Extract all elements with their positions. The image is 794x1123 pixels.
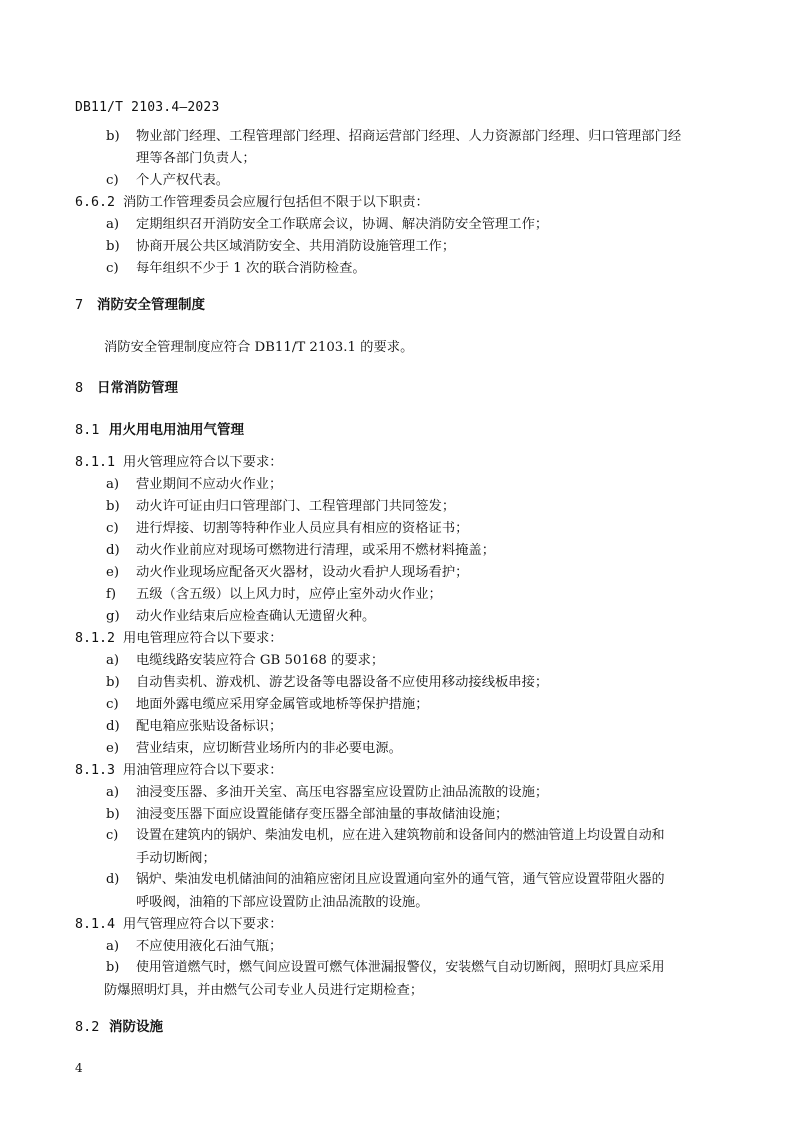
list-item: b) 油浸变压器下面应设置能储存变压器全部油量的事故储油设施；: [106, 807, 509, 822]
document-id: DB11/T 2103.4—2023: [75, 100, 220, 115]
list-item: c) 进行焊接、切割等特种作业人员应具有相应的资格证书；: [106, 521, 469, 536]
clause-8-1-3: 8.1.3 用油管理应符合以下要求：: [75, 763, 283, 778]
clause-8-1-4: 8.1.4 用气管理应符合以下要求：: [75, 917, 283, 932]
page-number: 4: [75, 1061, 83, 1075]
list-item: c) 地面外露电缆应采用穿金属管或地桥等保护措施；: [106, 697, 429, 712]
list-item: b) 协商开展公共区域消防安全、共用消防设施管理工作；: [106, 239, 456, 254]
list-item: a) 定期组织召开消防安全工作联席会议，协调、解决消防安全管理工作；: [106, 217, 549, 232]
section-7-heading: 7 消防安全管理制度: [75, 297, 205, 313]
list-item: c) 设置在建筑内的锅炉、柴油发电机，应在进入建筑物前和设备间内的燃油管道上均设置自动和: [106, 828, 665, 843]
list-item: a) 电缆线路安装应符合 GB 50168 的要求；: [106, 653, 385, 668]
list-item: b) 自动售卖机、游戏机、游艺设备等电器设备不应使用移动接线板串接；: [106, 675, 549, 690]
list-item: g) 动火作业结束后应检查确认无遗留火种。: [106, 609, 376, 624]
list-item: c) 个人产权代表。: [106, 173, 230, 188]
section-8-2-heading: 8.2 消防设施: [75, 1019, 163, 1035]
list-item: e) 动火作业现场应配备灭火器材，设动火看护人现场看护；: [106, 565, 469, 580]
list-item: e) 营业结束，应切断营业场所内的非必要电源。: [106, 741, 402, 756]
section-8-1-heading: 8.1 用火用电用油用气管理: [75, 422, 244, 438]
clause-8-1-1: 8.1.1 用火管理应符合以下要求：: [75, 455, 283, 470]
list-item: f) 五级（含五级）以上风力时，应停止室外动火作业；: [106, 587, 442, 602]
list-item: d) 锅炉、柴油发电机储油间的油箱应密闭且应设置通向室外的通气管，通气管应设置带阻火器的: [106, 872, 665, 887]
list-item: d) 动火作业前应对现场可燃物进行清理，或采用不燃材料掩盖；: [106, 543, 496, 558]
list-item-continuation: 手动切断阀；: [136, 851, 216, 866]
list-item: a) 不应使用液化石油气瓶；: [106, 939, 283, 954]
list-item: d) 配电箱应张贴设备标识；: [106, 719, 283, 734]
list-item-continuation: 呼吸阀，油箱的下部应设置防止油品流散的设施。: [136, 895, 429, 910]
list-item-continuation: 理等各部门负责人；: [136, 151, 256, 166]
list-item: b) 物业部门经理、工程管理部门经理、招商运营部门经理、人力资源部门经理、归口管理部门经: [106, 129, 682, 144]
paragraph: 消防安全管理制度应符合 DB11/T 2103.1 的要求。: [104, 340, 414, 355]
list-item-continuation: 防爆照明灯具，并由燃气公司专业人员进行定期检查；: [104, 983, 424, 998]
clause-6-6-2: 6.6.2 消防工作管理委员会应履行包括但不限于以下职责：: [75, 195, 429, 210]
list-item: c) 每年组织不少于 1 次的联合消防检查。: [106, 261, 366, 276]
list-item: a) 油浸变压器、多油开关室、高压电容器室应设置防止油品流散的设施；: [106, 785, 549, 800]
list-item: b) 动火许可证由归口管理部门、工程管理部门共同签发；: [106, 499, 456, 514]
list-item: a) 营业期间不应动火作业；: [106, 477, 283, 492]
list-item: b) 使用管道燃气时，燃气间应设置可燃气体泄漏报警仪，安装燃气自动切断阀，照明灯具应采用: [106, 960, 665, 975]
clause-8-1-2: 8.1.2 用电管理应符合以下要求：: [75, 631, 283, 646]
section-8-heading: 8 日常消防管理: [75, 380, 178, 396]
